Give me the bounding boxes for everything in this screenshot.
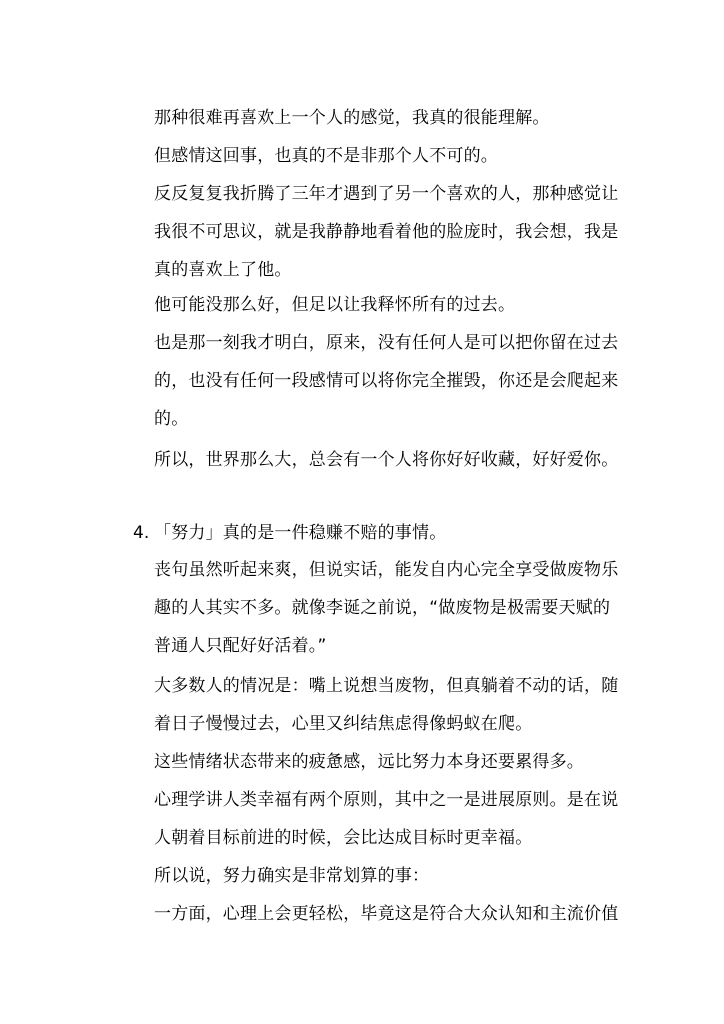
paragraph-line: 但感情这回事，也真的不是非那个人不可的。	[154, 146, 498, 166]
paragraph-line: 一方面，心理上会更轻松，毕竟这是符合大众认知和主流价值	[154, 904, 619, 924]
section-heading: 「努力」真的是一件稳赚不赔的事情。	[154, 523, 447, 543]
paragraph-line: 所以，世界那么大，总会有一个人将你好好收藏，好好爱你。	[154, 450, 619, 470]
paragraph-line: 也是那一刻我才明白，原来，没有任何人是可以把你留在过去	[154, 333, 619, 353]
paragraph-line: 的。	[154, 409, 189, 429]
paragraph-line: 的，也没有任何一段感情可以将你完全摧毁，你还是会爬起来	[154, 371, 619, 391]
paragraph-line: 心理学讲人类幸福有两个原则，其中之一是进展原则。是在说	[154, 790, 619, 810]
paragraph-line: 我很不可思议，就是我静静地看着他的脸庞时，我会想，我是	[154, 222, 619, 242]
list-number: 4.	[133, 523, 150, 543]
paragraph-line: 他可能没那么好，但足以让我释怀所有的过去。	[154, 295, 516, 315]
paragraph-line: 丧句虽然听起来爽，但说实话，能发自内心完全享受做废物乐	[154, 560, 619, 580]
paragraph-line: 这些情绪状态带来的疲惫感，远比努力本身还要累得多。	[154, 752, 584, 772]
paragraph-line: 普通人只配好好活着。”	[154, 636, 327, 656]
paragraph-line: 人朝着目标前进的时候，会比达成目标时更幸福。	[154, 828, 533, 848]
paragraph-line: 那种很难再喜欢上一个人的感觉，我真的很能理解。	[154, 108, 550, 128]
paragraph-line: 趣的人其实不多。就像李诞之前说，“做废物是极需要天赋的	[154, 598, 611, 618]
paragraph-line: 反反复复我折腾了三年才遇到了另一个喜欢的人，那种感觉让	[154, 184, 619, 204]
paragraph-line: 真的喜欢上了他。	[154, 260, 292, 280]
paragraph-line: 所以说，努力确实是非常划算的事：	[154, 866, 430, 886]
paragraph-line: 着日子慢慢过去，心里又纠结焦虑得像蚂蚁在爬。	[154, 714, 533, 734]
paragraph-line: 大多数人的情况是：嘴上说想当废物，但真躺着不动的话，随	[154, 676, 619, 696]
